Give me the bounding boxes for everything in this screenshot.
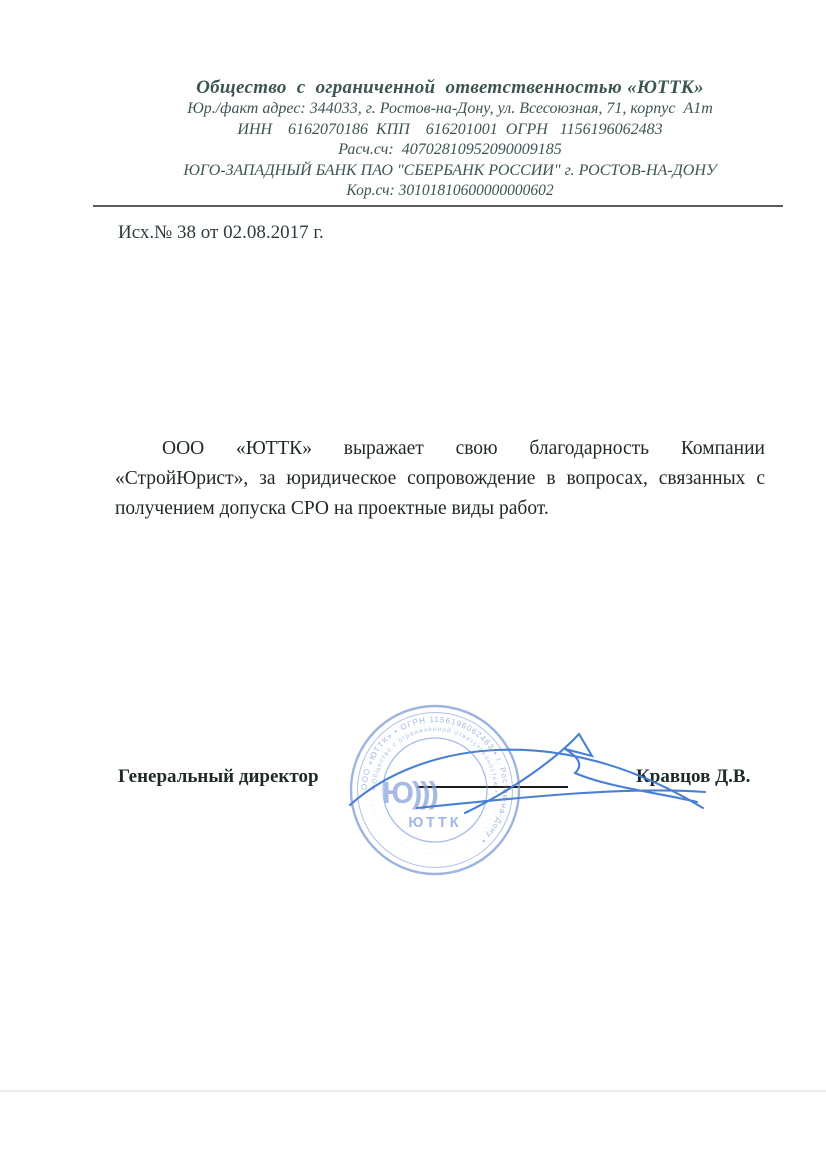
- company-address: Юр./факт адрес: 344033, г. Ростов-на-Дону, ул. Всесоюзная, 71, корпус А1т: [187, 100, 713, 117]
- stamp-logo-caption: ЮТТК: [408, 815, 462, 831]
- bank-name: ЮГО-ЗАПАДНЫЙ БАНК ПАО "СБЕРБАНК РОССИИ" г. РОСТОВ-НА-ДОНУ: [183, 161, 717, 179]
- stamp-ring-text-outer: ООО «ЮТТК» • ОГРН 1156196062483 • г. Ростов-на-Дону •: [359, 714, 511, 846]
- signature-stroke: [350, 750, 703, 808]
- signature-stroke: [465, 734, 697, 813]
- letter-body: [115, 434, 765, 524]
- stamp-ring-text-inner: • Общество с ограниченной ответственностью •: [370, 725, 500, 794]
- header-separator-line: [93, 205, 783, 207]
- body-line: «СтройЮрист», за юридическое сопровождение в вопросах, связанных с: [115, 468, 765, 489]
- scan-artifact-line: [0, 1090, 826, 1092]
- signer-name: Кравцов Д.В.: [636, 766, 751, 787]
- signature-stroke: [417, 790, 705, 808]
- company-name: Общество с ограниченной ответственностью «ЮТТК»: [196, 77, 704, 98]
- body-line: ООО «ЮТТК» выражает свою благодарность Компании: [162, 438, 765, 459]
- signer-title: Генеральный директор: [118, 766, 319, 787]
- body-line: получением допуска СРО на проектные виды работ.: [115, 498, 549, 519]
- settlement-account: Расч.сч: 40702810952090009185: [338, 141, 562, 158]
- correspondent-account: Кор.сч: 30101810600000000602: [346, 182, 554, 199]
- handwritten-signature: [335, 710, 715, 820]
- stamp-logo-mark-icon: Ю))): [382, 775, 437, 810]
- company-tax-ids: ИНН 6162070186 КПП 616201001 ОГРН 1156196062483: [237, 120, 663, 138]
- letterhead: [130, 76, 770, 202]
- outgoing-reference: Исх.№ 38 от 02.08.2017 г.: [118, 222, 324, 243]
